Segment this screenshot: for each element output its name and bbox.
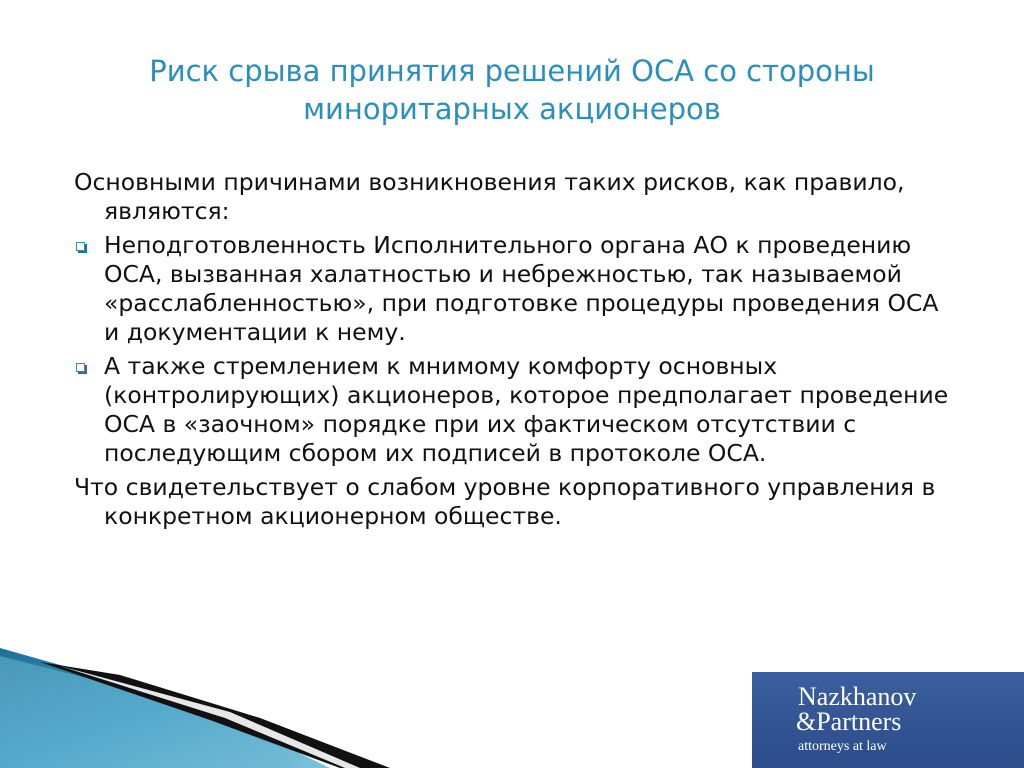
hollow-square-bullet-icon [76,242,85,251]
title-line-2: миноритарных акционеров [303,92,721,126]
company-logo [752,672,1024,768]
logo-line-3: attorneys at law [798,739,887,754]
logo-line-1: Nazkhanov [798,682,917,711]
bullet-item [74,231,954,347]
slide-title [60,52,964,128]
hollow-square-bullet-icon [76,363,85,372]
bullet-text: А также стремлением к мнимому комфорту основных (контролирующих) акционеров, которое предполагает проведение ОСА в «заочном» порядке при их фактическом отсутствии с последующим сбором их подписей в протоколе ОСА. [104,352,949,467]
logo-line-2: &Partners [796,707,902,736]
conclusion-paragraph: Что свидетельствует о слабом уровне корпоративного управления в конкретном акционерном обществе. [74,473,936,530]
intro-paragraph: Основными причинами возникновения таких рисков, как правило, являются: [74,168,905,225]
title-line-1: Риск срыва принятия решений ОСА со стороны [149,54,875,88]
bullet-text: Неподготовленность Исполнительного органа АО к проведению ОСА, вызванная халатностью и небрежностью, так называемой «расслабленностью», при подготовке процедуры проведения ОСА и документации к нему. [104,231,939,346]
slide-body [74,168,954,536]
bullet-item [74,352,954,468]
light-swoosh-band [0,656,300,768]
logo-wordmark [752,672,1024,768]
